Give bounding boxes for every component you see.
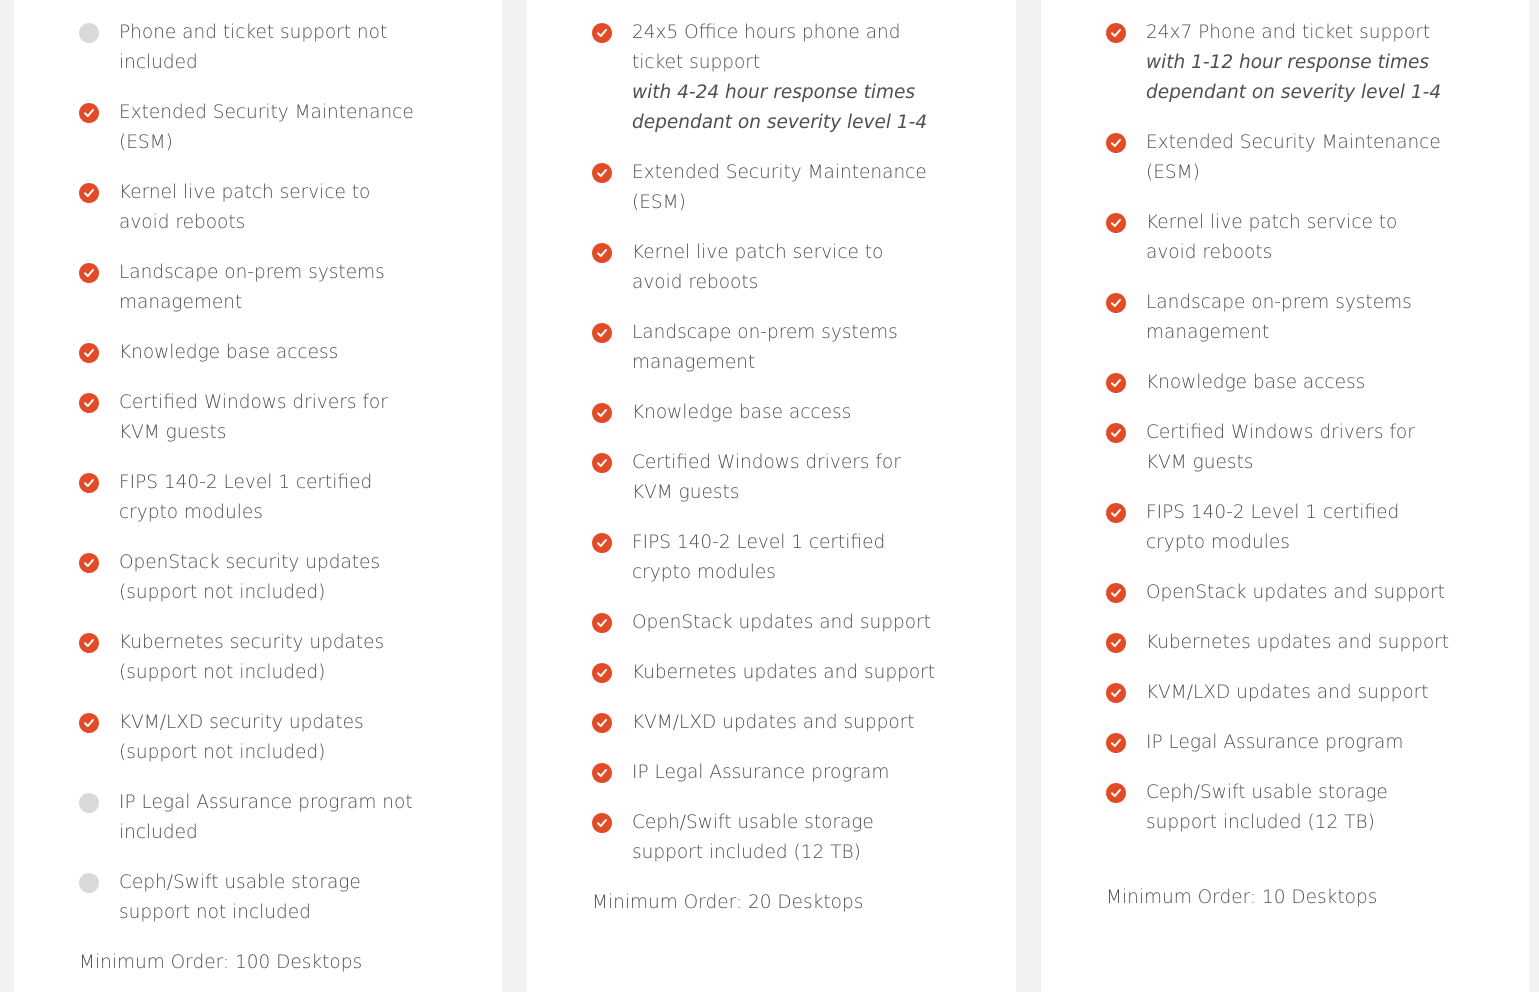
feature-item: [1106, 498, 1451, 558]
feature-text: Knowledge base access: [119, 342, 339, 363]
feature-text: Extended Security Maintenance (ESM): [1146, 132, 1441, 183]
check-circle-icon: [1106, 503, 1126, 523]
feature-text: FIPS 140-2 Level 1 certified crypto modules: [119, 472, 373, 523]
check-circle-icon: [1106, 583, 1126, 603]
feature-item: [79, 18, 424, 78]
feature-item: [79, 788, 424, 848]
feature-text: Knowledge base access: [1146, 372, 1366, 393]
check-circle-icon: [592, 453, 612, 473]
check-circle-icon: [1106, 733, 1126, 753]
feature-item: [1106, 368, 1451, 398]
feature-item: [592, 18, 937, 138]
feature-text: FIPS 140-2 Level 1 certified crypto modules: [1146, 502, 1400, 553]
feature-item: [1106, 728, 1451, 758]
feature-item: [592, 238, 937, 298]
check-circle-icon: [1106, 213, 1126, 233]
feature-item: [79, 468, 424, 528]
feature-text: Knowledge base access: [632, 402, 852, 423]
feature-item: [79, 178, 424, 238]
check-circle-icon: [79, 393, 99, 413]
feature-text: OpenStack updates and support: [632, 612, 931, 633]
feature-text: 24x5 Office hours phone and ticket support: [632, 22, 901, 73]
check-circle-icon: [592, 663, 612, 683]
feature-text: Landscape on-prem systems management: [632, 322, 898, 373]
disabled-circle-icon: [79, 793, 99, 813]
feature-item: [79, 98, 424, 158]
check-circle-icon: [79, 553, 99, 573]
check-circle-icon: [1106, 293, 1126, 313]
check-circle-icon: [79, 713, 99, 733]
feature-text: KVM/LXD updates and support: [632, 712, 915, 733]
check-circle-icon: [79, 103, 99, 123]
check-circle-icon: [79, 633, 99, 653]
feature-text: Ceph/Swift usable storage support included (12 TB): [1146, 782, 1388, 833]
check-circle-icon: [79, 263, 99, 283]
plan-card-3: [1041, 0, 1529, 992]
minimum-order: Minimum Order: 100 Desktops: [79, 952, 363, 973]
check-circle-icon: [592, 533, 612, 553]
feature-text: Ceph/Swift usable storage support not included: [119, 872, 361, 923]
feature-item: [1106, 678, 1451, 708]
feature-text: Certified Windows drivers for KVM guests: [1146, 422, 1415, 473]
feature-text: Kernel live patch service to avoid reboots: [632, 242, 884, 293]
feature-text: Landscape on-prem systems management: [119, 262, 385, 313]
check-circle-icon: [592, 713, 612, 733]
feature-item: [1106, 288, 1451, 348]
check-circle-icon: [592, 403, 612, 423]
feature-text: KVM/LXD security updates (support not included): [119, 712, 364, 763]
feature-item: [1106, 418, 1451, 478]
feature-text: IP Legal Assurance program: [1146, 732, 1404, 753]
feature-item: [592, 158, 937, 218]
feature-text: Kubernetes security updates (support not included): [119, 632, 385, 683]
feature-note: with 1-12 hour response times dependant on severity level 1-4: [1146, 52, 1442, 103]
check-circle-icon: [592, 163, 612, 183]
feature-text: FIPS 140-2 Level 1 certified crypto modules: [632, 532, 886, 583]
feature-text: KVM/LXD updates and support: [1146, 682, 1429, 703]
check-circle-icon: [1106, 23, 1126, 43]
feature-text: IP Legal Assurance program not included: [119, 792, 413, 843]
feature-item: [79, 628, 424, 688]
feature-item: [592, 658, 937, 688]
feature-item: [79, 388, 424, 448]
feature-item: [592, 528, 937, 588]
feature-item: [592, 708, 937, 738]
feature-text: Extended Security Maintenance (ESM): [119, 102, 414, 153]
feature-text: Kubernetes updates and support: [1146, 632, 1450, 653]
feature-item: [592, 808, 937, 868]
check-circle-icon: [592, 243, 612, 263]
minimum-order: Minimum Order: 10 Desktops: [1106, 887, 1378, 908]
feature-note: with 4-24 hour response times dependant on severity level 1-4: [632, 82, 928, 133]
feature-item: [1106, 128, 1451, 188]
feature-text: OpenStack updates and support: [1146, 582, 1445, 603]
check-circle-icon: [1106, 783, 1126, 803]
check-circle-icon: [79, 343, 99, 363]
feature-item: [592, 758, 937, 788]
feature-item: [1106, 778, 1451, 838]
check-circle-icon: [1106, 633, 1126, 653]
check-circle-icon: [1106, 683, 1126, 703]
feature-text: Extended Security Maintenance (ESM): [632, 162, 927, 213]
check-circle-icon: [592, 813, 612, 833]
check-circle-icon: [1106, 373, 1126, 393]
feature-text: IP Legal Assurance program: [632, 762, 890, 783]
check-circle-icon: [592, 763, 612, 783]
feature-item: [592, 318, 937, 378]
minimum-order: Minimum Order: 20 Desktops: [592, 892, 864, 913]
feature-text: Ceph/Swift usable storage support included (12 TB): [632, 812, 874, 863]
feature-text: 24x7 Phone and ticket support: [1146, 22, 1431, 43]
plan-card-1: [14, 0, 502, 992]
feature-list: [592, 18, 937, 888]
check-circle-icon: [592, 613, 612, 633]
feature-list: [1106, 18, 1451, 858]
check-circle-icon: [79, 183, 99, 203]
feature-item: [79, 258, 424, 318]
feature-list: [79, 18, 424, 948]
feature-text: Phone and ticket support not included: [119, 22, 388, 73]
feature-item: [79, 338, 424, 368]
feature-text: OpenStack security updates (support not included): [119, 552, 381, 603]
feature-item: [79, 548, 424, 608]
check-circle-icon: [1106, 423, 1126, 443]
disabled-circle-icon: [79, 873, 99, 893]
disabled-circle-icon: [79, 23, 99, 43]
plan-card-2: [527, 0, 1016, 992]
feature-text: Kernel live patch service to avoid reboots: [1146, 212, 1398, 263]
check-circle-icon: [1106, 133, 1126, 153]
feature-text: Kubernetes updates and support: [632, 662, 936, 683]
check-circle-icon: [79, 473, 99, 493]
feature-item: [592, 448, 937, 508]
feature-text: Landscape on-prem systems management: [1146, 292, 1412, 343]
feature-text: Certified Windows drivers for KVM guests: [632, 452, 901, 503]
check-circle-icon: [592, 23, 612, 43]
feature-item: [1106, 578, 1451, 608]
feature-item: [79, 708, 424, 768]
feature-item: [592, 398, 937, 428]
feature-item: [1106, 208, 1451, 268]
feature-text: Certified Windows drivers for KVM guests: [119, 392, 388, 443]
feature-item: [79, 868, 424, 928]
check-circle-icon: [592, 323, 612, 343]
feature-item: [592, 608, 937, 638]
feature-item: [1106, 18, 1451, 108]
feature-item: [1106, 628, 1451, 658]
feature-text: Kernel live patch service to avoid reboots: [119, 182, 371, 233]
